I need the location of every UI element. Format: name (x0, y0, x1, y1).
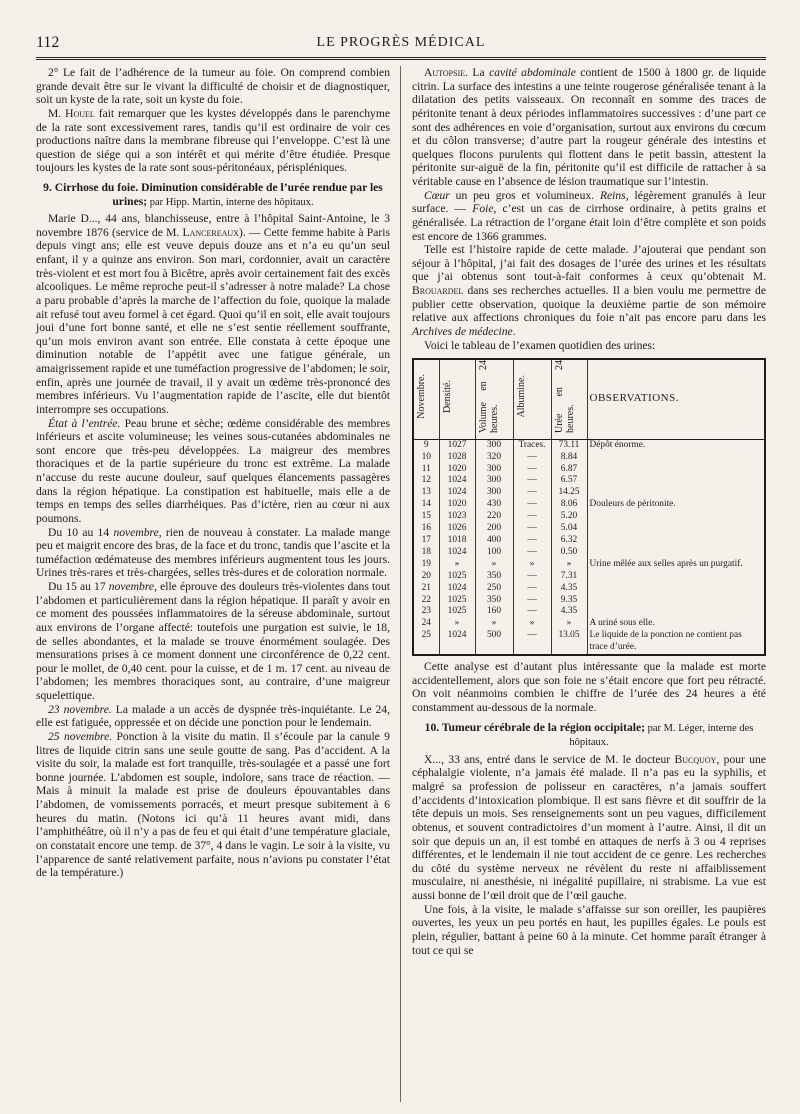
table-row (413, 439, 765, 451)
observation-cell: Urine mêlée aux selles après un purgatif. (587, 559, 765, 571)
page-header (36, 34, 766, 56)
table-cell: 1018 (439, 535, 475, 547)
table-cell: 1027 (439, 439, 475, 451)
table-cell: 21 (413, 583, 439, 595)
table-cell: 14 (413, 499, 439, 511)
article-10-author: par M. Léger, interne des hôpitaux. (569, 722, 754, 749)
table-cell: 25 (413, 630, 439, 655)
article-9-title (36, 181, 390, 209)
observation-cell: A uriné sous elle. (587, 618, 765, 630)
table-cell: 430 (475, 499, 513, 511)
table-cell: — (513, 547, 551, 559)
table-cell: — (513, 464, 551, 476)
right-column (412, 66, 766, 1102)
table-cell: 15 (413, 511, 439, 523)
table-cell: » (439, 618, 475, 630)
table-cell: 22 (413, 595, 439, 607)
table-cell: 350 (475, 595, 513, 607)
table-cell: 1024 (439, 487, 475, 499)
table-cell: 0.50 (551, 547, 587, 559)
table-row (413, 464, 765, 476)
table-cell: — (513, 452, 551, 464)
table-cell: 16 (413, 523, 439, 535)
observation-cell: Le liquide de la ponction ne contient pas trace d’urée. (587, 630, 765, 655)
observation-cell: Dépôt énorme. (587, 439, 765, 451)
column-header: Albumine. (513, 359, 551, 439)
table-row (413, 583, 765, 595)
table-row (413, 487, 765, 499)
table-cell: — (513, 511, 551, 523)
table-cell: 1026 (439, 523, 475, 535)
table-row (413, 511, 765, 523)
table-cell: 1025 (439, 606, 475, 618)
paragraph: 23 novembre. La malade a un accès de dyspnée très-inquiétante. Le 24, elle est fatiguée, oppressée et on décide une ponction pour le lendemain. (36, 702, 390, 730)
paragraph: M. Houel fait remarquer que les kystes développés dans le parenchyme de la rate sont excessivement rares, tandis qu’il est ordinaire de voir ces productions naître dans la membrane fibreuse qui l’enveloppe. C’est là une question de siége qui a son intérêt et qui mérite d’être étudiée. Presque toujours les kystes de la rate sont sous-péritonéaux, périspléniques. (36, 106, 390, 175)
table-cell: 300 (475, 487, 513, 499)
observation-cell (587, 487, 765, 499)
table-header-row (413, 359, 765, 439)
table-cell: 300 (475, 475, 513, 487)
table-cell: 13.05 (551, 630, 587, 655)
table-cell: 220 (475, 511, 513, 523)
table-cell: 14.25 (551, 487, 587, 499)
table-cell: 73.11 (551, 439, 587, 451)
observation-cell: Douleurs de péritonite. (587, 499, 765, 511)
table-cell: 9.35 (551, 595, 587, 607)
table-cell: 320 (475, 452, 513, 464)
paragraph: 25 novembre. Ponction à la visite du matin. Il s’écoule par la canule 9 litres de liquide citrin sans une seule goutte de sang. Pas d’accident. A la visite du soir, la malade est fort tranquille, très-soulagée et a passé une fort bonne journée. L’abdomen est souple, indolore, sans trace de réaction. — Mais à minuit la malade est prise de douleurs épouvantables dans l’abdomen, de vomissements porracés, et meurt presque subitement à 6 heures du matin. (Notons ici qu’à 11 heures avant midi, dans l’amphithéâtre, où il n’y a pas de feu et qui était d’une température glaciale, on constatait encore une temp. de 37°, 4 dans le vagin. Le soir à la visite, vu l’apparence de santé relativement parfaite, nous n’avions pu constater l’état de la température.) (36, 729, 390, 880)
table-cell: 1023 (439, 511, 475, 523)
table-cell: 400 (475, 535, 513, 547)
column-header: Novembre. (413, 359, 439, 439)
table-cell: 7.31 (551, 571, 587, 583)
article-9-author: par Hipp. Martin, interne des hôpitaux. (147, 196, 314, 208)
paragraph: Telle est l’histoire rapide de cette malade. J’ajouterai que pendant son séjour à l’hôpital, j’ai fait des dosages de l’urée des urines et les résultats que j’ai obtenus sont tout-à-fait conformes à ceux qu’obtenait M. Brouardel dans ses recherches actuelles. Il a bien voulu me permettre de publier cette observation, quoique la deuxième partie de son mémoire relative aux affections chroniques du foie n’ait pas encore paru dans les Archives de médecine. (412, 243, 766, 338)
table-row (413, 523, 765, 535)
column-header: Densité. (439, 359, 475, 439)
paragraph: X..., 33 ans, entré dans le service de M. le docteur Bucquoy, pour une céphalalgie violente, n’a jamais été malade. Il n’a pas eu la syphilis, et malgré sa profession de polisseur en caractères, n’a jamais souffert d’accidents d’intoxication plombique. Il est sans fièvre et dit souffrir de la tête depuis un mois. Ses renseignements sont un peu vagues, difficilement obtenus, et souvent contradictoires d’un moment à l’autre. Ainsi, il dit un soir que depuis un an, il est tombé en attaques de nerfs à 3 ou 4 reprises différentes, et le lendemain il nie tout accident de ce genre. Les recherches du côté du système nerveux ne révèlent du reste ni affaiblissement musculaire, ni anesthésie, ni inégalité pupillaire, ni strabisme. La vue est aussi bonne de l’œil droit que de l’œil gauche. (412, 752, 766, 902)
table-cell: 18 (413, 547, 439, 559)
table-cell: — (513, 535, 551, 547)
paragraph: Cette analyse est d’autant plus intéressante que la malade est morte accidentellement, alors que son foie ne s’était encore que fort peu rétracté. On voit néanmoins combien le chiffre de l’urée des 24 heures a été constamment au-dessous de la normale. (412, 660, 766, 714)
observation-cell (587, 547, 765, 559)
table-cell: 250 (475, 583, 513, 595)
observation-cell (587, 595, 765, 607)
table-cell: — (513, 630, 551, 655)
paragraph: Voici le tableau de l’examen quotidien des urines: (424, 338, 656, 352)
table-cell: — (513, 583, 551, 595)
table-cell: 1024 (439, 630, 475, 655)
table-cell: 1024 (439, 475, 475, 487)
table-cell: 13 (413, 487, 439, 499)
table-cell: » (475, 559, 513, 571)
observation-cell (587, 571, 765, 583)
table-cell: » (551, 618, 587, 630)
table-body (413, 439, 765, 655)
table-cell: 24 (413, 618, 439, 630)
table-cell: 6.57 (551, 475, 587, 487)
table-cell: 1025 (439, 571, 475, 583)
table-cell: 6.87 (551, 464, 587, 476)
table-row (413, 618, 765, 630)
table-cell: Traces. (513, 439, 551, 451)
table-cell: 350 (475, 571, 513, 583)
running-title: LE PROGRÈS MÉDICAL (316, 35, 486, 50)
table-cell: » (475, 618, 513, 630)
table-cell: — (513, 571, 551, 583)
table-cell: 5.20 (551, 511, 587, 523)
table-cell: 23 (413, 606, 439, 618)
table-cell: — (513, 523, 551, 535)
table-cell: 160 (475, 606, 513, 618)
table-cell: 4.35 (551, 583, 587, 595)
paragraph: Cœur un peu gros et volumineux. Reins, légèrement granulés à leur surface. — Foie, c’est un cas de cirrhose ordinaire, à petits grains et généralisée. La rétraction de l’organe était loin d’être complète et son poids est encore de 1366 grammes. (412, 188, 767, 243)
observation-cell (587, 475, 765, 487)
table-cell: 10 (413, 452, 439, 464)
table-cell: 100 (475, 547, 513, 559)
header-rule-double (36, 59, 766, 60)
table-cell: — (513, 595, 551, 607)
urine-table (412, 358, 766, 656)
observation-cell (587, 535, 765, 547)
table-row (413, 475, 765, 487)
table-cell: 5.04 (551, 523, 587, 535)
paragraph: Marie D..., 44 ans, blanchisseuse, entre à l’hôpital Saint-Antoine, le 3 novembre 1876 (service de M. Lancereaux). — Cette femme habite à Paris depuis vingt ans; elle est veuve depuis douze ans et n’a eu qu’un seul enfant, il y a quinze ans environ. Son mari, cordonnier, avait un caractère très-violent et est mort fou à Bicêtre, après avoir certainement fait des excès alcooliques. Le même reproche peut-il s’adresser à notre malade? La chose a paru probable d’après la marche de l’affection du foie, quoique la malade ait refusé tout aveu formel à cet égard. Quoi qu’il en soit, elle avait toujours joui d’une fort bonne santé, et elle ne s’est sentie réellement souffrante, qu’un mois environ avant son entrée. Elle constata à cette époque une diminution notable de l’appétit avec une fatigue générale, un amaigrissement rapide et une tuméfaction progressive de l’abdomen; le soir, enfin, après une journée de travail, il y avait un œdème très-prononcé des membres inférieurs. Vu l’augmentation rapide de l’ascite, elle dut bientôt interrompre ses occupations. (36, 212, 390, 416)
table-cell: 1024 (439, 583, 475, 595)
observation-cell (587, 464, 765, 476)
paragraph: 2° Le fait de l’adhérence de la tumeur au foie. On comprend combien grande devait être sur le vivant la difficulté de choisir et de diagnostiquer, soit un kyste de la rate, soit un kyste du foie. (36, 66, 390, 107)
table-row (413, 535, 765, 547)
table-cell: — (513, 487, 551, 499)
table-cell: 9 (413, 439, 439, 451)
table-cell: 1020 (439, 464, 475, 476)
table-cell: 4.35 (551, 606, 587, 618)
observation-cell (587, 523, 765, 535)
table-cell: » (513, 559, 551, 571)
column-divider (400, 66, 401, 1102)
paragraph: Autopsie. La cavité abdominale contient de 1500 à 1800 gr. de liquide citrin. La surface des intestins a une teinte rougerose généralisée tenant à la dilatation des petits vaisseaux. On reconnaît en somme des traces de péritonite tenant à deux périodes inflammatoires successives : d’une part ce sont des adhérences en voie d’organisation, surtout aux environs du cœcum et du côlon transverse; d’autre part la rougeur générale des intestins et quelques flocons purulents qui flottent dans le petit bassin, attestent la péritonite sur-aiguë de la fin, péritonite qu’il est difficile de rattacher à sa véritable cause en l’absence de lésion traumatique sur l’intestin. (412, 66, 766, 188)
table-cell: 8.84 (551, 452, 587, 464)
table-cell: 1020 (439, 499, 475, 511)
table-cell: » (551, 559, 587, 571)
paragraph: Du 15 au 17 novembre, elle éprouve des douleurs très-violentes dans tout l’abdomen et particulièrement dans la région hépatique. Il paraît y avoir en ce moment des poussées inflammatoires de la séreuse abdominale, surtout aux environs de l’organe affecté: toutefois une purgation est suivie, le 18, de selles abondantes, et la malade se trouve énormément soulagée. Des mensurations prises à ce moment donnent une circonférence de 0,22 cent. pour le mollet, de 0,40 cent. pour la cuisse, et de 1 m. 17 cent. au niveau de l’abdomen; les membres thoraciques sont, au contraire, d’une maigreur squelettique. (36, 580, 390, 703)
table-row (413, 547, 765, 559)
column-header: Urée en 24 heures. (551, 359, 587, 439)
table-row (413, 452, 765, 464)
table-cell: » (513, 618, 551, 630)
table-row (413, 571, 765, 583)
table-cell: 20 (413, 571, 439, 583)
table-cell: 200 (475, 523, 513, 535)
table-cell: 1028 (439, 452, 475, 464)
table-cell: 1025 (439, 595, 475, 607)
table-cell: — (513, 606, 551, 618)
table-cell: — (513, 475, 551, 487)
table-cell: 17 (413, 535, 439, 547)
paragraph: Du 10 au 14 novembre, rien de nouveau à constater. La malade mange peu et maigrit encore des bras, de la face et du tronc, tandis que l’ascite et la tuméfaction œdémateuse des membres inférieurs augmentent tous les jours. Urines très-rares et très-chargées, selles très-dures et de coloration normale. (36, 525, 390, 580)
article-10-heading: 10. Tumeur cérébrale de la région occipitale; (424, 720, 646, 734)
observation-cell (587, 606, 765, 618)
table-cell: 12 (413, 475, 439, 487)
article-9-heading: 9. Cirrhose du foie. Diminution considérable de l’urée rendue par les urines; (43, 181, 383, 208)
table-cell: 11 (413, 464, 439, 476)
table-cell: 1024 (439, 547, 475, 559)
table-row (413, 630, 765, 655)
table-cell: 500 (475, 630, 513, 655)
paragraph: État à l’entrée. Peau brune et sèche; œdème considérable des membres inférieurs et ascite volumineuse; les veines sous-cutanées abdominales ne sont encore que très-peu développées. La maigreur des membres thoraciques et de la partie supérieure du tronc est extrême. La malade n’accuse du reste aucune douleur, sauf quelques élancements passagères dans la région hépatique. La constipation est habituelle, mais elle a de temps en temps des selles diarrhéiques. Pas d’ictère, rien au cœur ni aux poumons. (36, 416, 390, 525)
table-cell: — (513, 499, 551, 511)
observation-cell (587, 583, 765, 595)
table-cell: 300 (475, 464, 513, 476)
table-row (413, 606, 765, 618)
table-cell: » (439, 559, 475, 571)
table-row (413, 595, 765, 607)
table-cell: 19 (413, 559, 439, 571)
table-row (413, 559, 765, 571)
table-cell: 6.32 (551, 535, 587, 547)
table-cell: 8.06 (551, 499, 587, 511)
page-number: 112 (36, 34, 60, 51)
article-10-title (412, 721, 766, 750)
header-rule (36, 57, 766, 58)
left-column (36, 66, 390, 1102)
observation-cell (587, 511, 765, 523)
observation-cell (587, 452, 765, 464)
column-header: OBSERVATIONS. (587, 359, 765, 439)
table-cell: 300 (475, 439, 513, 451)
paragraph: Une fois, à la visite, le malade s’affaisse sur son oreiller, les paupières ouvertes, les yeux un peu portés en haut, les pupilles égales. Le pouls est plein, régulier, battant à peine 60 à la minute. Cet homme paraît étranger à tout ce qui se (412, 902, 766, 957)
column-header: Volume en 24 heures. (475, 359, 513, 439)
table-row (413, 499, 765, 511)
